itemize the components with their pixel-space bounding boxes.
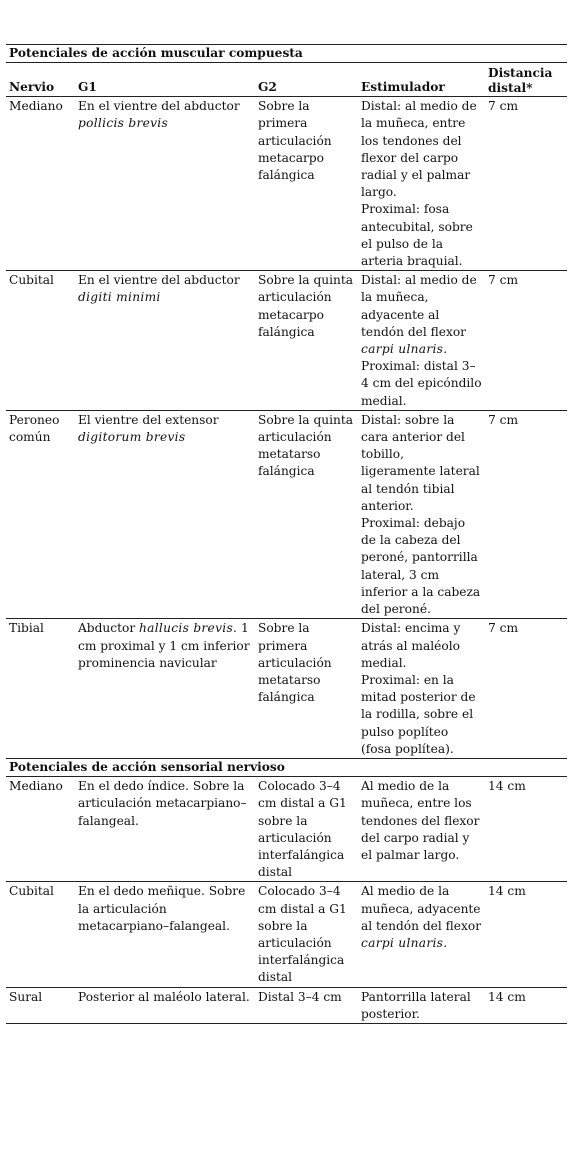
cell-distancia: 7 cm	[485, 271, 567, 411]
table-row	[6, 619, 567, 759]
cell-g1: En el dedo índice. Sobre la articulación metacarpiano–falangeal.	[75, 777, 255, 882]
table-body	[6, 45, 567, 1024]
cell-g1: En el vientre del abductor pollicis brevis	[75, 97, 255, 271]
cell-g2: Sobre la primera articulación metatarso falángica	[255, 619, 358, 759]
table-row	[6, 882, 567, 987]
cell-g1: En el vientre del abductor digiti minimi	[75, 271, 255, 411]
header-g2: G2	[255, 63, 358, 97]
cell-nervio: Mediano	[6, 97, 75, 271]
cell-g2: Sobre la primera articulación metacarpo falángica	[255, 97, 358, 271]
italic-term: pollicis brevis	[78, 116, 169, 131]
cell-distancia: 7 cm	[485, 410, 567, 618]
header-nervio: Nervio	[6, 63, 75, 97]
section-title-row	[6, 758, 567, 776]
cell-g1: Posterior al maléolo lateral.	[75, 987, 255, 1023]
italic-term: digiti minimi	[78, 290, 161, 305]
cell-nervio: Cubital	[6, 271, 75, 411]
cell-g2: Distal 3–4 cm	[255, 987, 358, 1023]
cell-nervio: Tibial	[6, 619, 75, 759]
cell-distancia: 14 cm	[485, 987, 567, 1023]
cell-estimulador: Al medio de la muñeca, entre los tendones del flexor del carpo radial y el palmar largo.	[358, 777, 485, 882]
table-row	[6, 987, 567, 1023]
section-title: Potenciales de acción muscular compuesta	[6, 45, 567, 63]
cell-nervio: Mediano	[6, 777, 75, 882]
header-g1: G1	[75, 63, 255, 97]
italic-term: carpi ulnaris.	[361, 342, 448, 357]
header-distancia: Distancia distal*	[485, 63, 567, 97]
cell-g2: Colocado 3–4 cm distal a G1 sobre la articulación interfalángica distal	[255, 777, 358, 882]
cell-g2: Colocado 3–4 cm distal a G1 sobre la articulación interfalángica distal	[255, 882, 358, 987]
cell-g1: Abductor hallucis brevis. 1 cm proximal y 1 cm inferior prominencia navicular	[75, 619, 255, 759]
cell-estimulador: Al medio de la muñeca, adyacente al tendón del flexor carpi ulnaris.	[358, 882, 485, 987]
cell-nervio: Sural	[6, 987, 75, 1023]
cell-distancia: 14 cm	[485, 777, 567, 882]
cell-estimulador: Distal: encima y atrás al maléolo medial. Proximal: en la mitad posterior de la rodilla, sobre el pulso poplíteo (fosa poplítea).	[358, 619, 485, 759]
cell-estimulador: Distal: al medio de la muñeca, adyacente al tendón del flexor carpi ulnaris. Proximal: distal 3–4 cm del epicóndilo medial.	[358, 271, 485, 411]
table-row	[6, 97, 567, 271]
cell-estimulador: Pantorrilla lateral posterior.	[358, 987, 485, 1023]
header-row	[6, 63, 567, 97]
cell-estimulador: Distal: sobre la cara anterior del tobillo, ligeramente lateral al tendón tibial anterior. Proximal: debajo de la cabeza del peroné, pantorrilla lateral, 3 cm inferior a la cabeza del peroné.	[358, 410, 485, 618]
table-row	[6, 271, 567, 411]
table-row	[6, 410, 567, 618]
cell-g1: El vientre del extensor digitorum brevis	[75, 410, 255, 618]
table-row	[6, 777, 567, 882]
cell-g1: En el dedo meñique. Sobre la articulación metacarpiano–falangeal.	[75, 882, 255, 987]
header-estimulador: Estimulador	[358, 63, 485, 97]
italic-term: carpi ulnaris.	[361, 935, 448, 950]
section-title: Potenciales de acción sensorial nervioso	[6, 758, 567, 776]
cell-nervio: Peroneo común	[6, 410, 75, 618]
section-title-row	[6, 45, 567, 63]
nerve-conduction-table	[6, 44, 567, 1024]
cell-g2: Sobre la quinta articulación metacarpo falángica	[255, 271, 358, 411]
italic-term: hallucis brevis.	[139, 621, 238, 636]
cell-distancia: 7 cm	[485, 97, 567, 271]
cell-g2: Sobre la quinta articulación metatarso falángica	[255, 410, 358, 618]
italic-term: digitorum brevis	[78, 430, 186, 445]
cell-distancia: 14 cm	[485, 882, 567, 987]
cell-distancia: 7 cm	[485, 619, 567, 759]
cell-nervio: Cubital	[6, 882, 75, 987]
cell-estimulador: Distal: al medio de la muñeca, entre los tendones del flexor del carpo radial y el palmar largo. Proximal: fosa antecubital, sobre el pulso de la arteria braquial.	[358, 97, 485, 271]
